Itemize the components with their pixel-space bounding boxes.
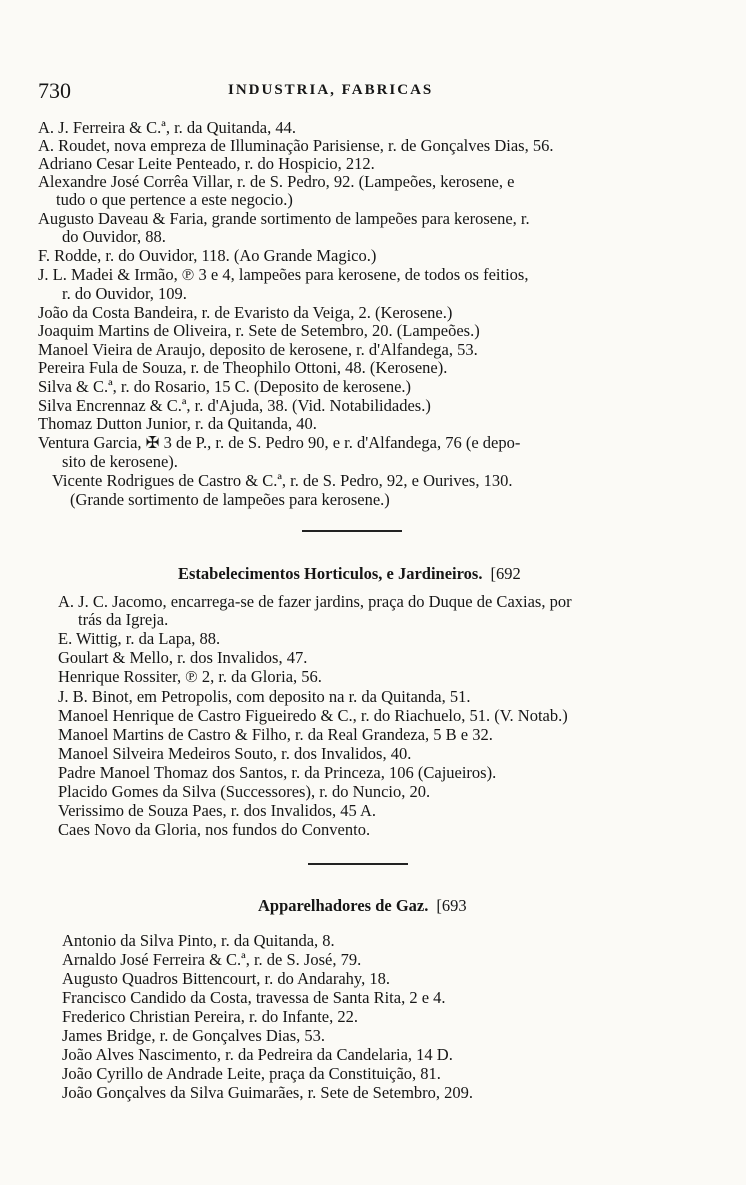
list-item: Silva & C.ª, r. do Rosario, 15 C. (Deposito de kerosene.)	[38, 377, 412, 396]
section-number: [692	[490, 564, 521, 583]
list-item: Henrique Rossiter, ℗ 2, r. da Gloria, 56.	[58, 667, 322, 686]
list-item: tudo o que pertence a este negocio.)	[56, 190, 293, 209]
list-item: sito de kerosene).	[62, 452, 178, 471]
section-title	[178, 564, 521, 584]
list-item: Thomaz Dutton Junior, r. da Quitanda, 40.	[38, 414, 317, 433]
list-item: Manoel Martins de Castro & Filho, r. da Real Grandeza, 5 B e 32.	[58, 725, 493, 744]
list-item: Verissimo de Souza Paes, r. dos Invalidos, 45 A.	[58, 801, 377, 820]
list-item: Manoel Silveira Medeiros Souto, r. dos Invalidos, 40.	[58, 744, 412, 763]
section-title-text: Apparelhadores de Gaz.	[258, 896, 429, 915]
list-item: Vicente Rodrigues de Castro & C.ª, r. de S. Pedro, 92, e Ourives, 130.	[52, 471, 513, 490]
list-item: Joaquim Martins de Oliveira, r. Sete de Setembro, 20. (Lampeões.)	[38, 321, 480, 340]
section-title-text: Estabelecimentos Horticulos, e Jardineiros.	[178, 564, 483, 583]
section-title	[258, 896, 467, 916]
list-item: Padre Manoel Thomaz dos Santos, r. da Princeza, 106 (Cajueiros).	[58, 763, 497, 782]
list-item: João Gonçalves da Silva Guimarães, r. Sete de Setembro, 209.	[62, 1083, 474, 1102]
page-header	[38, 78, 698, 104]
list-item: James Bridge, r. de Gonçalves Dias, 53.	[62, 1026, 326, 1045]
list-item: Manoel Henrique de Castro Figueiredo & C., r. do Riachuelo, 51. (V. Notab.)	[58, 706, 568, 725]
section-divider	[308, 863, 408, 865]
list-item: Adriano Cesar Leite Penteado, r. do Hospicio, 212.	[38, 154, 375, 173]
list-item: Silva Encrennaz & C.ª, r. d'Ajuda, 38. (Vid. Notabilidades.)	[38, 396, 431, 415]
list-item: Caes Novo da Gloria, nos fundos do Convento.	[58, 820, 371, 839]
list-item: João Cyrillo de Andrade Leite, praça da Constituição, 81.	[62, 1064, 441, 1083]
list-item: João Alves Nascimento, r. da Pedreira da Candelaria, 14 D.	[62, 1045, 453, 1064]
list-item: João da Costa Bandeira, r. de Evaristo da Veiga, 2. (Kerosene.)	[38, 303, 453, 322]
list-item: J. B. Binot, em Petropolis, com deposito na r. da Quitanda, 51.	[58, 687, 471, 706]
list-item: Frederico Christian Pereira, r. do Infante, 22.	[62, 1007, 358, 1026]
list-item: Pereira Fula de Souza, r. de Theophilo Ottoni, 48. (Kerosene).	[38, 358, 448, 377]
list-item: Placido Gomes da Silva (Successores), r. do Nuncio, 20.	[58, 782, 431, 801]
section-divider	[302, 530, 402, 532]
list-item: Manoel Vieira de Araujo, deposito de kerosene, r. d'Alfandega, 53.	[38, 340, 478, 359]
list-item: E. Wittig, r. da Lapa, 88.	[58, 629, 221, 648]
list-item: do Ouvidor, 88.	[62, 227, 166, 246]
list-item: A. Roudet, nova empreza de Illuminação Parisiense, r. de Gonçalves Dias, 56.	[38, 136, 554, 155]
list-item: Antonio da Silva Pinto, r. da Quitanda, 8.	[62, 931, 335, 950]
list-item: trás da Igreja.	[78, 610, 169, 629]
running-title: INDUSTRIA, FABRICAS	[228, 82, 434, 98]
list-item: J. L. Madei & Irmão, ℗ 3 e 4, lampeões para kerosene, de todos os feitios,	[38, 265, 529, 284]
list-item: Augusto Quadros Bittencourt, r. do Andarahy, 18.	[62, 969, 390, 988]
list-item: Arnaldo José Ferreira & C.ª, r. de S. José, 79.	[62, 950, 362, 969]
list-item: Goulart & Mello, r. dos Invalidos, 47.	[58, 648, 308, 667]
list-item: (Grande sortimento de lampeões para kerosene.)	[70, 490, 390, 509]
list-item: A. J. Ferreira & C.ª, r. da Quitanda, 44.	[38, 118, 296, 137]
list-item: Alexandre José Corrêa Villar, r. de S. Pedro, 92. (Lampeões, kerosene, e	[38, 172, 515, 191]
list-item: F. Rodde, r. do Ouvidor, 118. (Ao Grande Magico.)	[38, 246, 377, 265]
list-item: Francisco Candido da Costa, travessa de Santa Rita, 2 e 4.	[62, 988, 446, 1007]
list-item: Ventura Garcia, ✠ 3 de P., r. de S. Pedro 90, e r. d'Alfandega, 76 (e depo-	[38, 433, 521, 452]
list-item: r. do Ouvidor, 109.	[62, 284, 187, 303]
page-number: 730	[38, 78, 71, 103]
list-item: A. J. C. Jacomo, encarrega-se de fazer jardins, praça do Duque de Caxias, por	[58, 592, 572, 611]
section-number: [693	[436, 896, 467, 915]
list-item: Augusto Daveau & Faria, grande sortimento de lampeões para kerosene, r.	[38, 209, 530, 228]
